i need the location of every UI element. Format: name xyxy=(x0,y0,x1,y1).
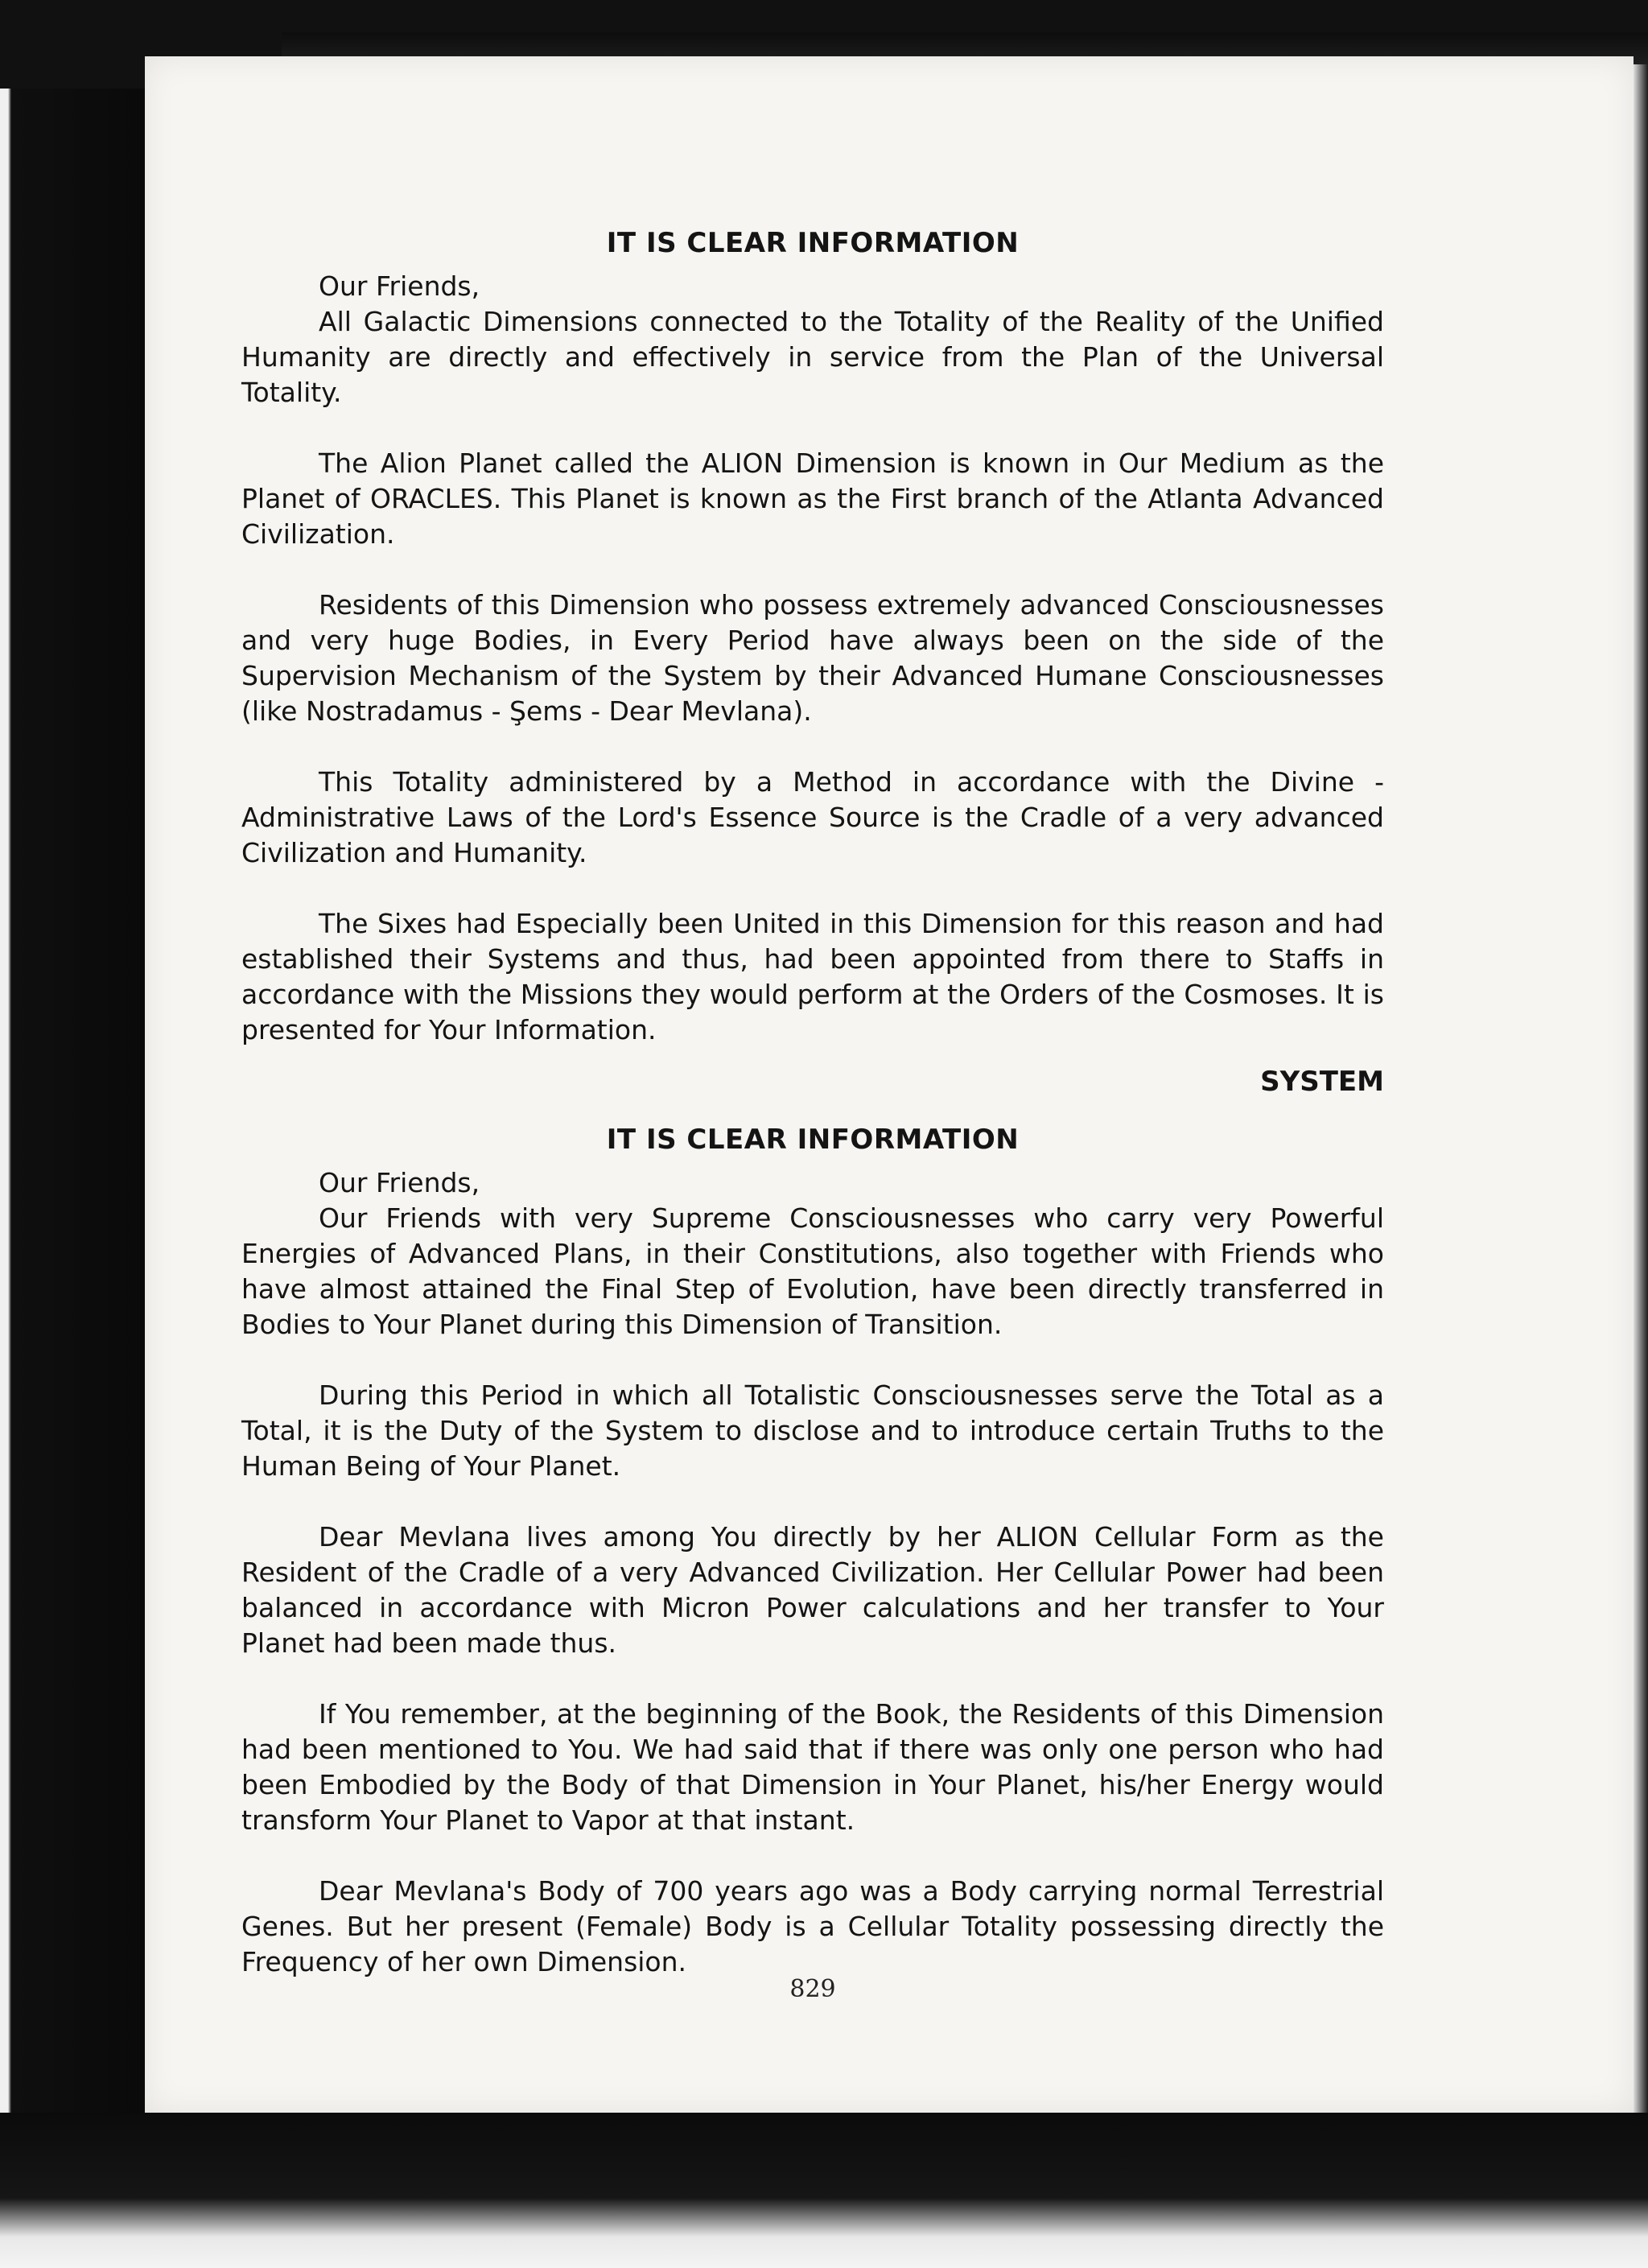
section-heading: IT IS CLEAR INFORMATION xyxy=(606,1124,1020,1156)
paragraph: Dear Mevlana's Body of 700 years ago was a Body carrying normal Terrestrial Genes. But her present (Female) Body is a Cellular Totality possessing directly the Frequency of her own Dimension. xyxy=(241,1875,1384,1977)
paragraph: If You remember, at the beginning of the Book, the Residents of this Dimension had been mentioned to You. We had said that if there was only one person who had been Embodied by the Body of that Dimension in Your Planet, his/her Energy would transform Your Planet to Vapor at that instant. xyxy=(241,1698,1384,1836)
paragraph: The Sixes had Especially been United in this Dimension for this reason and had established their Systems and thus, had been appointed from there to Staffs in accordance with the Missions they would perform at the Orders of the Cosmoses. It is presented for Your Information. xyxy=(241,908,1384,1045)
page-number: 829 xyxy=(789,1975,836,2003)
salutation: Our Friends, xyxy=(319,270,480,302)
salutation: Our Friends, xyxy=(319,1167,480,1198)
paragraph: This Totality administered by a Method in accordance with the Divine - Administrative Laws of the Lord's Essence Source is the Cradle of a very advanced Civilization and Humanity. xyxy=(241,766,1384,868)
paragraph: The Alion Planet called the ALION Dimension is known in Our Medium as the Planet of ORACLES. This Planet is known as the First branch of the Atlanta Advanced Civilization. xyxy=(241,447,1384,550)
page-content xyxy=(241,225,1384,2015)
scan-bottom-edge xyxy=(0,2113,1648,2268)
paragraph: All Galactic Dimensions connected to the Totality of the Reality of the Unified Humanity are directly and effectively in service from the Plan of the Universal Totality. xyxy=(241,306,1384,408)
section-clear-information-1 xyxy=(241,225,1384,1099)
scan-left-edge xyxy=(0,89,145,2165)
signature: SYSTEM xyxy=(1260,1066,1384,1098)
paragraph: During this Period in which all Totalistic Consciousnesses serve the Total as a Total, it is the Duty of the System to disclose and to introduce certain Truths to the Human Being of Your Planet. xyxy=(241,1379,1384,1482)
paragraph: Our Friends with very Supreme Consciousnesses who carry very Powerful Energies of Advanced Plans, in their Constitutions, also together with Friends who have almost attained the Final Step of Evolution, have been directly transferred in Bodies to Your Planet during this Dimension of Transition. xyxy=(241,1202,1384,1340)
paragraph: Dear Mevlana lives among You directly by her ALION Cellular Form as the Resident of the Cradle of a very Advanced Civilization. Her Cellular Power had been balanced in accordance with Micron Power calculations and her transfer to Your Planet had been made thus. xyxy=(241,1521,1384,1659)
paragraph: Residents of this Dimension who possess extremely advanced Consciousnesses and very huge Bodies, in Every Period have always been on the side of the Supervision Mechanism of the System by their Advanced Humane Consciousnesses (like Nostradamus - Şems - Dear Mevlana). xyxy=(241,589,1384,727)
section-heading: IT IS CLEAR INFORMATION xyxy=(606,227,1020,259)
section-clear-information-2 xyxy=(241,1122,1384,1980)
